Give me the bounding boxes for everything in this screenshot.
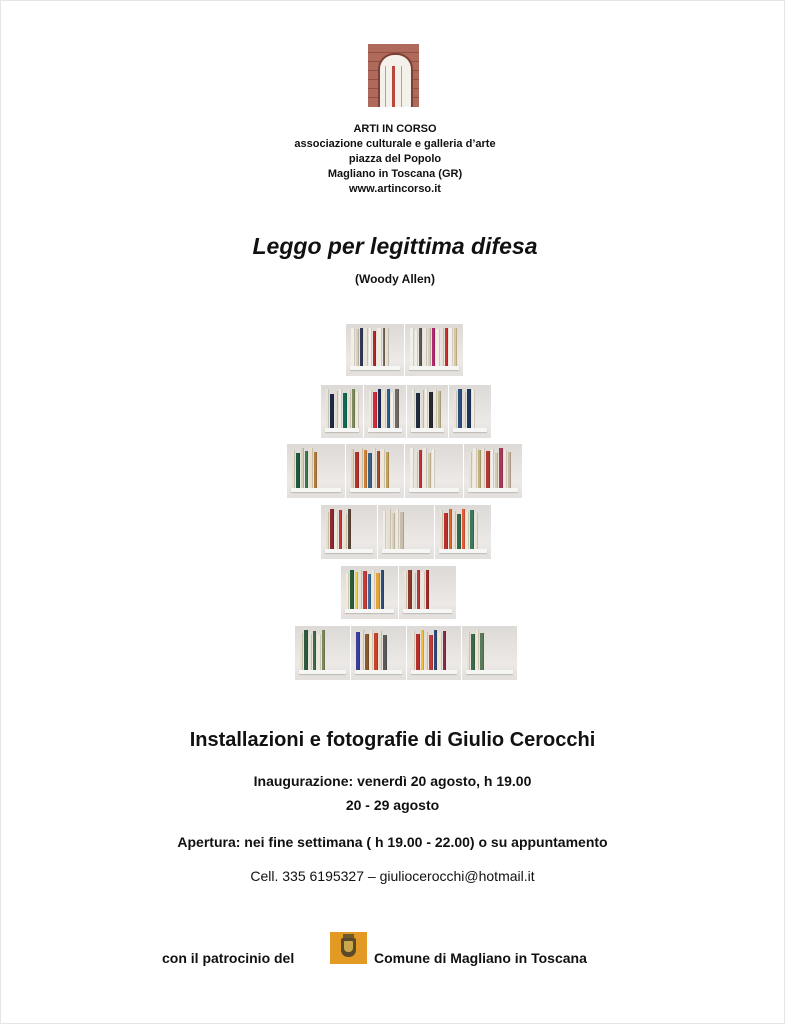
- org-description: associazione culturale e galleria d’arte: [294, 138, 496, 150]
- shelf-ledge: [299, 670, 346, 674]
- shelf-panel: [364, 385, 407, 438]
- patronage-entity: Comune di Magliano in Toscana: [374, 950, 587, 966]
- book-spine: [436, 329, 440, 366]
- book-spine: [365, 634, 369, 670]
- book-spine: [376, 573, 380, 609]
- book-spine: [425, 389, 428, 428]
- opening-line: Inaugurazione: venerdì 20 agosto, h 19.00: [253, 773, 532, 789]
- shelf-row: [321, 385, 492, 438]
- book-spine: [326, 389, 329, 428]
- book-spine: [508, 452, 511, 488]
- book-spine: [369, 390, 372, 428]
- book-spine: [417, 570, 420, 609]
- book-spine: [386, 328, 389, 366]
- book-spine: [432, 449, 435, 488]
- book-spine: [378, 389, 381, 428]
- book-spine: [482, 448, 485, 488]
- org-town: Magliano in Toscana (GR): [327, 168, 463, 180]
- book-spine: [360, 448, 363, 488]
- book-spine: [304, 630, 308, 670]
- exhibition-title: Leggo per legittima difesa: [252, 233, 538, 259]
- book-spine: [463, 392, 466, 428]
- patronage-prefix: con il patrocinio del: [162, 950, 295, 966]
- book-spine: [476, 630, 479, 670]
- shelf-panel: [321, 505, 378, 559]
- book-spine: [361, 630, 364, 670]
- book-spine: [309, 448, 313, 488]
- book-spine: [475, 513, 478, 549]
- book-spine: [467, 389, 471, 428]
- municipal-coat-of-arms-icon: [330, 932, 367, 964]
- book-spine: [491, 449, 494, 488]
- book-spine: [372, 570, 375, 609]
- shelf-panel: [405, 444, 464, 498]
- book-spine: [445, 328, 448, 366]
- shelf-ledge: [368, 428, 402, 432]
- book-spine: [480, 633, 484, 670]
- shelf-panel: [435, 505, 492, 559]
- book-spine: [335, 513, 338, 549]
- book-spine: [458, 389, 462, 428]
- book-spine: [373, 448, 376, 488]
- book-spine: [478, 450, 481, 488]
- book-spine: [428, 453, 431, 488]
- book-spine: [339, 389, 342, 428]
- shelf-panel: [346, 324, 405, 376]
- book-spine: [426, 570, 429, 609]
- shelf-ledge: [382, 549, 430, 553]
- book-spine: [300, 633, 303, 670]
- book-spine: [356, 392, 359, 428]
- book-spine: [504, 450, 507, 488]
- shelf-ledge: [409, 366, 459, 370]
- book-spine: [359, 570, 362, 609]
- book-spine: [400, 512, 404, 549]
- book-spine: [381, 449, 385, 488]
- book-spine: [374, 633, 378, 670]
- shelf-panel: [405, 324, 464, 376]
- shelf-panel: [464, 444, 523, 498]
- shelf-ledge: [439, 549, 487, 553]
- book-spine: [322, 630, 325, 670]
- book-spine: [470, 510, 474, 549]
- book-spine: [413, 573, 416, 609]
- org-name: ARTI IN CORSO: [353, 123, 437, 135]
- book-spine: [330, 394, 334, 428]
- book-spine: [355, 572, 358, 609]
- book-spine: [392, 513, 395, 549]
- book-spine: [416, 393, 420, 428]
- shelf-panel: [462, 626, 518, 680]
- book-spine: [473, 448, 477, 488]
- book-spine: [305, 451, 308, 488]
- book-spine: [438, 391, 441, 428]
- book-spine: [444, 513, 448, 549]
- shelf-panel: [351, 626, 407, 680]
- book-spine: [326, 512, 329, 549]
- book-spine: [369, 328, 372, 366]
- org-address: piazza del Popolo: [348, 153, 442, 165]
- book-spine: [410, 328, 414, 366]
- book-spine: [434, 389, 437, 428]
- book-spine: [373, 392, 377, 428]
- book-spine: [387, 389, 390, 428]
- book-spine: [356, 632, 360, 670]
- book-spine: [396, 509, 399, 549]
- book-spine: [423, 448, 427, 488]
- book-spine: [348, 390, 351, 428]
- book-spine: [386, 452, 389, 488]
- book-spine: [373, 331, 376, 366]
- book-spine: [292, 450, 295, 488]
- book-spine: [469, 452, 472, 488]
- book-spine: [404, 571, 407, 609]
- book-spine: [429, 635, 433, 670]
- book-spine: [441, 328, 444, 366]
- book-spine: [309, 634, 312, 670]
- book-spine: [453, 511, 456, 549]
- shelf-ledge: [411, 670, 458, 674]
- shelf-ledge: [453, 428, 487, 432]
- book-spine: [421, 572, 425, 609]
- shelf-ledge: [409, 488, 459, 492]
- shelf-ledge: [403, 609, 452, 613]
- book-spine: [382, 391, 386, 428]
- book-spine: [412, 389, 415, 428]
- book-spine: [412, 631, 415, 670]
- book-spine: [363, 571, 367, 609]
- quote-author: (Woody Allen): [355, 272, 435, 286]
- shelf-panel: [321, 385, 364, 438]
- book-spine: [348, 509, 351, 549]
- book-spine: [425, 632, 428, 670]
- book-spine: [301, 448, 304, 488]
- book-spine: [440, 510, 443, 549]
- book-spine: [429, 392, 433, 428]
- shelf-row: [341, 566, 457, 619]
- book-spine: [467, 632, 470, 670]
- book-spine: [313, 631, 316, 670]
- book-spine: [395, 389, 399, 428]
- book-spine: [428, 328, 431, 366]
- shelf-ledge: [345, 609, 394, 613]
- book-spine: [415, 452, 418, 488]
- shelf-row: [295, 626, 518, 680]
- book-spine: [381, 570, 384, 609]
- book-spine: [379, 631, 382, 670]
- book-spine: [383, 511, 386, 549]
- book-spine: [346, 573, 349, 609]
- book-spine: [364, 450, 367, 488]
- book-spine: [335, 391, 338, 428]
- book-spine: [416, 634, 420, 670]
- shelf-ledge: [468, 488, 518, 492]
- dates-line: 20 - 29 agosto: [345, 797, 440, 813]
- book-spine: [377, 328, 382, 366]
- book-spine: [495, 453, 498, 488]
- book-spine: [352, 389, 355, 428]
- book-spine: [438, 633, 442, 670]
- book-spine: [350, 570, 354, 609]
- book-spine: [377, 451, 380, 488]
- book-spine: [356, 329, 359, 366]
- book-spine: [408, 570, 412, 609]
- book-spine: [419, 450, 422, 488]
- book-spine: [415, 330, 418, 366]
- shelf-ledge: [325, 428, 359, 432]
- book-spine: [364, 328, 368, 366]
- gallery-logo-icon: [368, 44, 419, 107]
- book-spine: [351, 449, 354, 488]
- book-spine: [383, 328, 385, 366]
- shelf-panel: [449, 385, 492, 438]
- shelf-panel: [341, 566, 399, 619]
- book-spine: [339, 510, 342, 549]
- shelf-ledge: [355, 670, 402, 674]
- book-spine: [449, 509, 452, 549]
- shelf-panel: [399, 566, 457, 619]
- book-spine: [443, 631, 446, 670]
- shelf-ledge: [411, 428, 445, 432]
- shelf-panel: [378, 505, 435, 559]
- book-spine: [351, 328, 355, 366]
- book-spine: [296, 453, 300, 488]
- book-spine: [462, 509, 465, 549]
- book-spine: [368, 453, 372, 488]
- shelf-panel: [407, 385, 450, 438]
- opening-hours-line: Apertura: nei fine settimana ( h 19.00 - 22.00) o su appuntamento: [177, 834, 608, 850]
- book-spine: [486, 451, 490, 488]
- shelf-ledge: [291, 488, 341, 492]
- book-spine: [471, 634, 475, 670]
- book-spine: [355, 452, 359, 488]
- shelf-ledge: [466, 670, 513, 674]
- shelf-row: [321, 505, 492, 559]
- shelf-row: [287, 444, 523, 498]
- shelf-panel: [346, 444, 405, 498]
- shelf-panel: [295, 626, 351, 680]
- book-spine: [343, 514, 347, 549]
- book-spine: [454, 391, 457, 428]
- book-spine: [421, 630, 424, 670]
- book-spine: [383, 635, 387, 670]
- book-spine: [449, 328, 453, 366]
- gallery-header: [250, 122, 540, 197]
- book-spine: [499, 448, 503, 488]
- book-spine: [472, 389, 475, 428]
- book-spine: [370, 630, 373, 670]
- shelf-ledge: [350, 488, 400, 492]
- book-spine: [454, 328, 457, 366]
- book-spine: [330, 509, 334, 549]
- book-spine: [391, 393, 394, 428]
- book-spine: [360, 328, 363, 366]
- book-spine: [410, 448, 414, 488]
- book-spine: [343, 393, 347, 428]
- book-spine: [317, 635, 321, 670]
- book-spine: [466, 512, 469, 549]
- book-spine: [434, 630, 437, 670]
- shelf-panel: [287, 444, 346, 498]
- book-spine: [421, 390, 424, 428]
- book-spine: [423, 328, 427, 366]
- book-spine: [457, 514, 461, 549]
- org-website: www.artincorso.it: [349, 183, 441, 195]
- book-spine: [368, 574, 371, 609]
- shelf-panel: [407, 626, 463, 680]
- book-spine: [387, 509, 391, 549]
- shelf-ledge: [350, 366, 400, 370]
- shelf-row: [346, 324, 464, 376]
- book-spine: [314, 452, 317, 488]
- shelf-ledge: [325, 549, 373, 553]
- contact-line: Cell. 335 6195327 – giuliocerocchi@hotmail.it: [250, 868, 535, 884]
- event-headline: Installazioni e fotografie di Giulio Cerocchi: [189, 729, 596, 751]
- book-spine: [432, 328, 435, 366]
- book-spine: [419, 328, 422, 366]
